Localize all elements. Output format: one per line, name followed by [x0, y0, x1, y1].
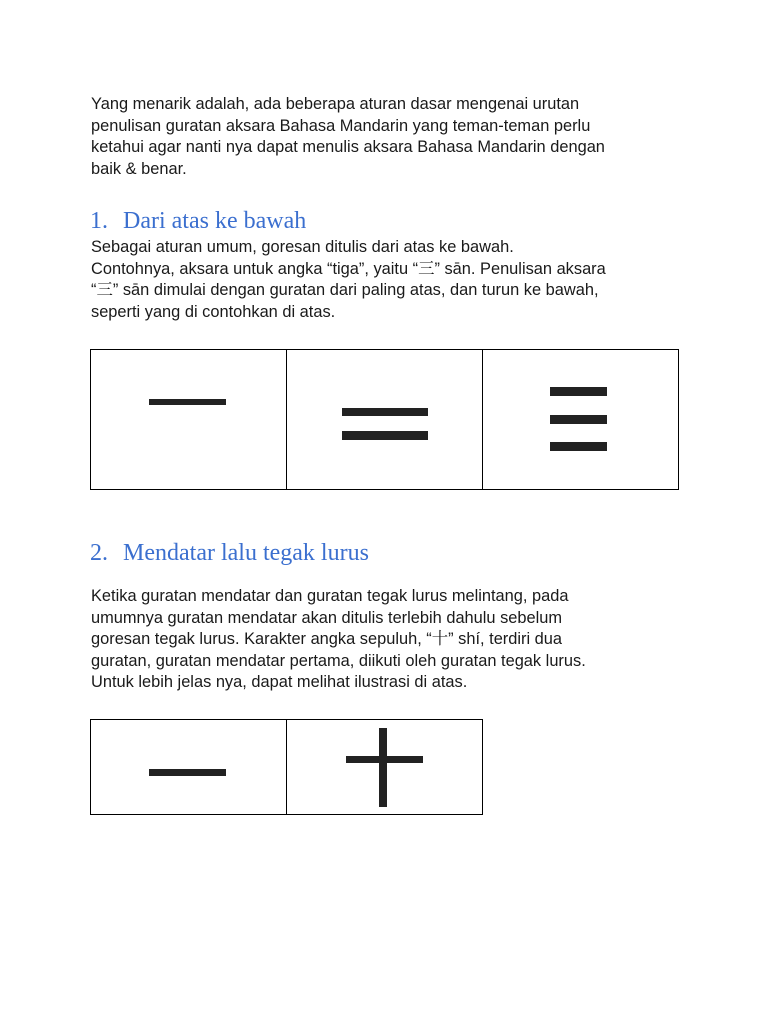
section-2-line: guratan, guratan mendatar pertama, diikuti oleh guratan tegak lurus. [91, 651, 586, 670]
horizontal-stroke [342, 408, 428, 416]
stroke-two-icon [287, 350, 482, 489]
stroke-cell-cross [287, 720, 483, 815]
intro-line: ketahui agar nanti nya dapat menulis aksara Bahasa Mandarin dengan [91, 138, 605, 156]
horizontal-stroke [550, 387, 607, 396]
vertical-stroke [379, 728, 387, 807]
section-2-line: umumnya guratan mendatar akan ditulis terlebih dahulu sebelum [91, 608, 563, 627]
section-2-line: Untuk lebih jelas nya, dapat melihat ilustrasi di atas. [91, 673, 468, 691]
section-2-heading [90, 539, 369, 567]
section-2-title: Mendatar lalu tegak lurus [123, 540, 369, 566]
section-1-line: “三” sān dimulai dengan guratan dari paling atas, dan turun ke bawah, [91, 281, 599, 299]
intro-line: baik & benar. [91, 159, 187, 178]
stroke-cell-horizontal [91, 720, 287, 815]
section-1-line: Contohnya, aksara untuk angka “tiga”, yaitu “三” sān. Penulisan aksara [91, 259, 606, 278]
horizontal-stroke [149, 399, 226, 405]
stroke-horizontal-icon [91, 720, 286, 814]
section-2-line: Ketika guratan mendatar dan guratan tegak lurus melintang, pada [91, 587, 569, 605]
section-1-paragraph [91, 237, 711, 323]
section-1-number: 1. [90, 208, 108, 234]
stroke-cell-one [91, 350, 287, 490]
stroke-cross-icon [287, 720, 482, 814]
horizontal-stroke [550, 442, 607, 451]
stroke-order-table-san [90, 349, 679, 490]
stroke-cell-three [483, 350, 679, 490]
stroke-cell-two [287, 350, 483, 490]
intro-paragraph [91, 94, 711, 180]
section-2-line: goresan tegak lurus. Karakter angka sepuluh, “十” shí, terdiri dua [91, 630, 563, 648]
horizontal-stroke [550, 415, 607, 424]
section-2-number: 2. [90, 540, 108, 566]
section-1-heading [90, 207, 306, 235]
intro-line: penulisan guratan aksara Bahasa Mandarin yang teman-teman perlu [91, 116, 591, 135]
section-1-line: seperti yang di contohkan di atas. [91, 302, 336, 321]
section-2-paragraph [91, 586, 711, 694]
stroke-one-icon [91, 350, 286, 489]
horizontal-stroke [149, 769, 226, 776]
horizontal-stroke [342, 431, 428, 440]
stroke-order-table-shi [90, 719, 483, 815]
section-1-title: Dari atas ke bawah [123, 208, 307, 234]
intro-line: Yang menarik adalah, ada beberapa aturan dasar mengenai urutan [91, 95, 580, 113]
section-1-line: Sebagai aturan umum, goresan ditulis dari atas ke bawah. [91, 238, 514, 256]
stroke-three-icon [483, 350, 678, 489]
